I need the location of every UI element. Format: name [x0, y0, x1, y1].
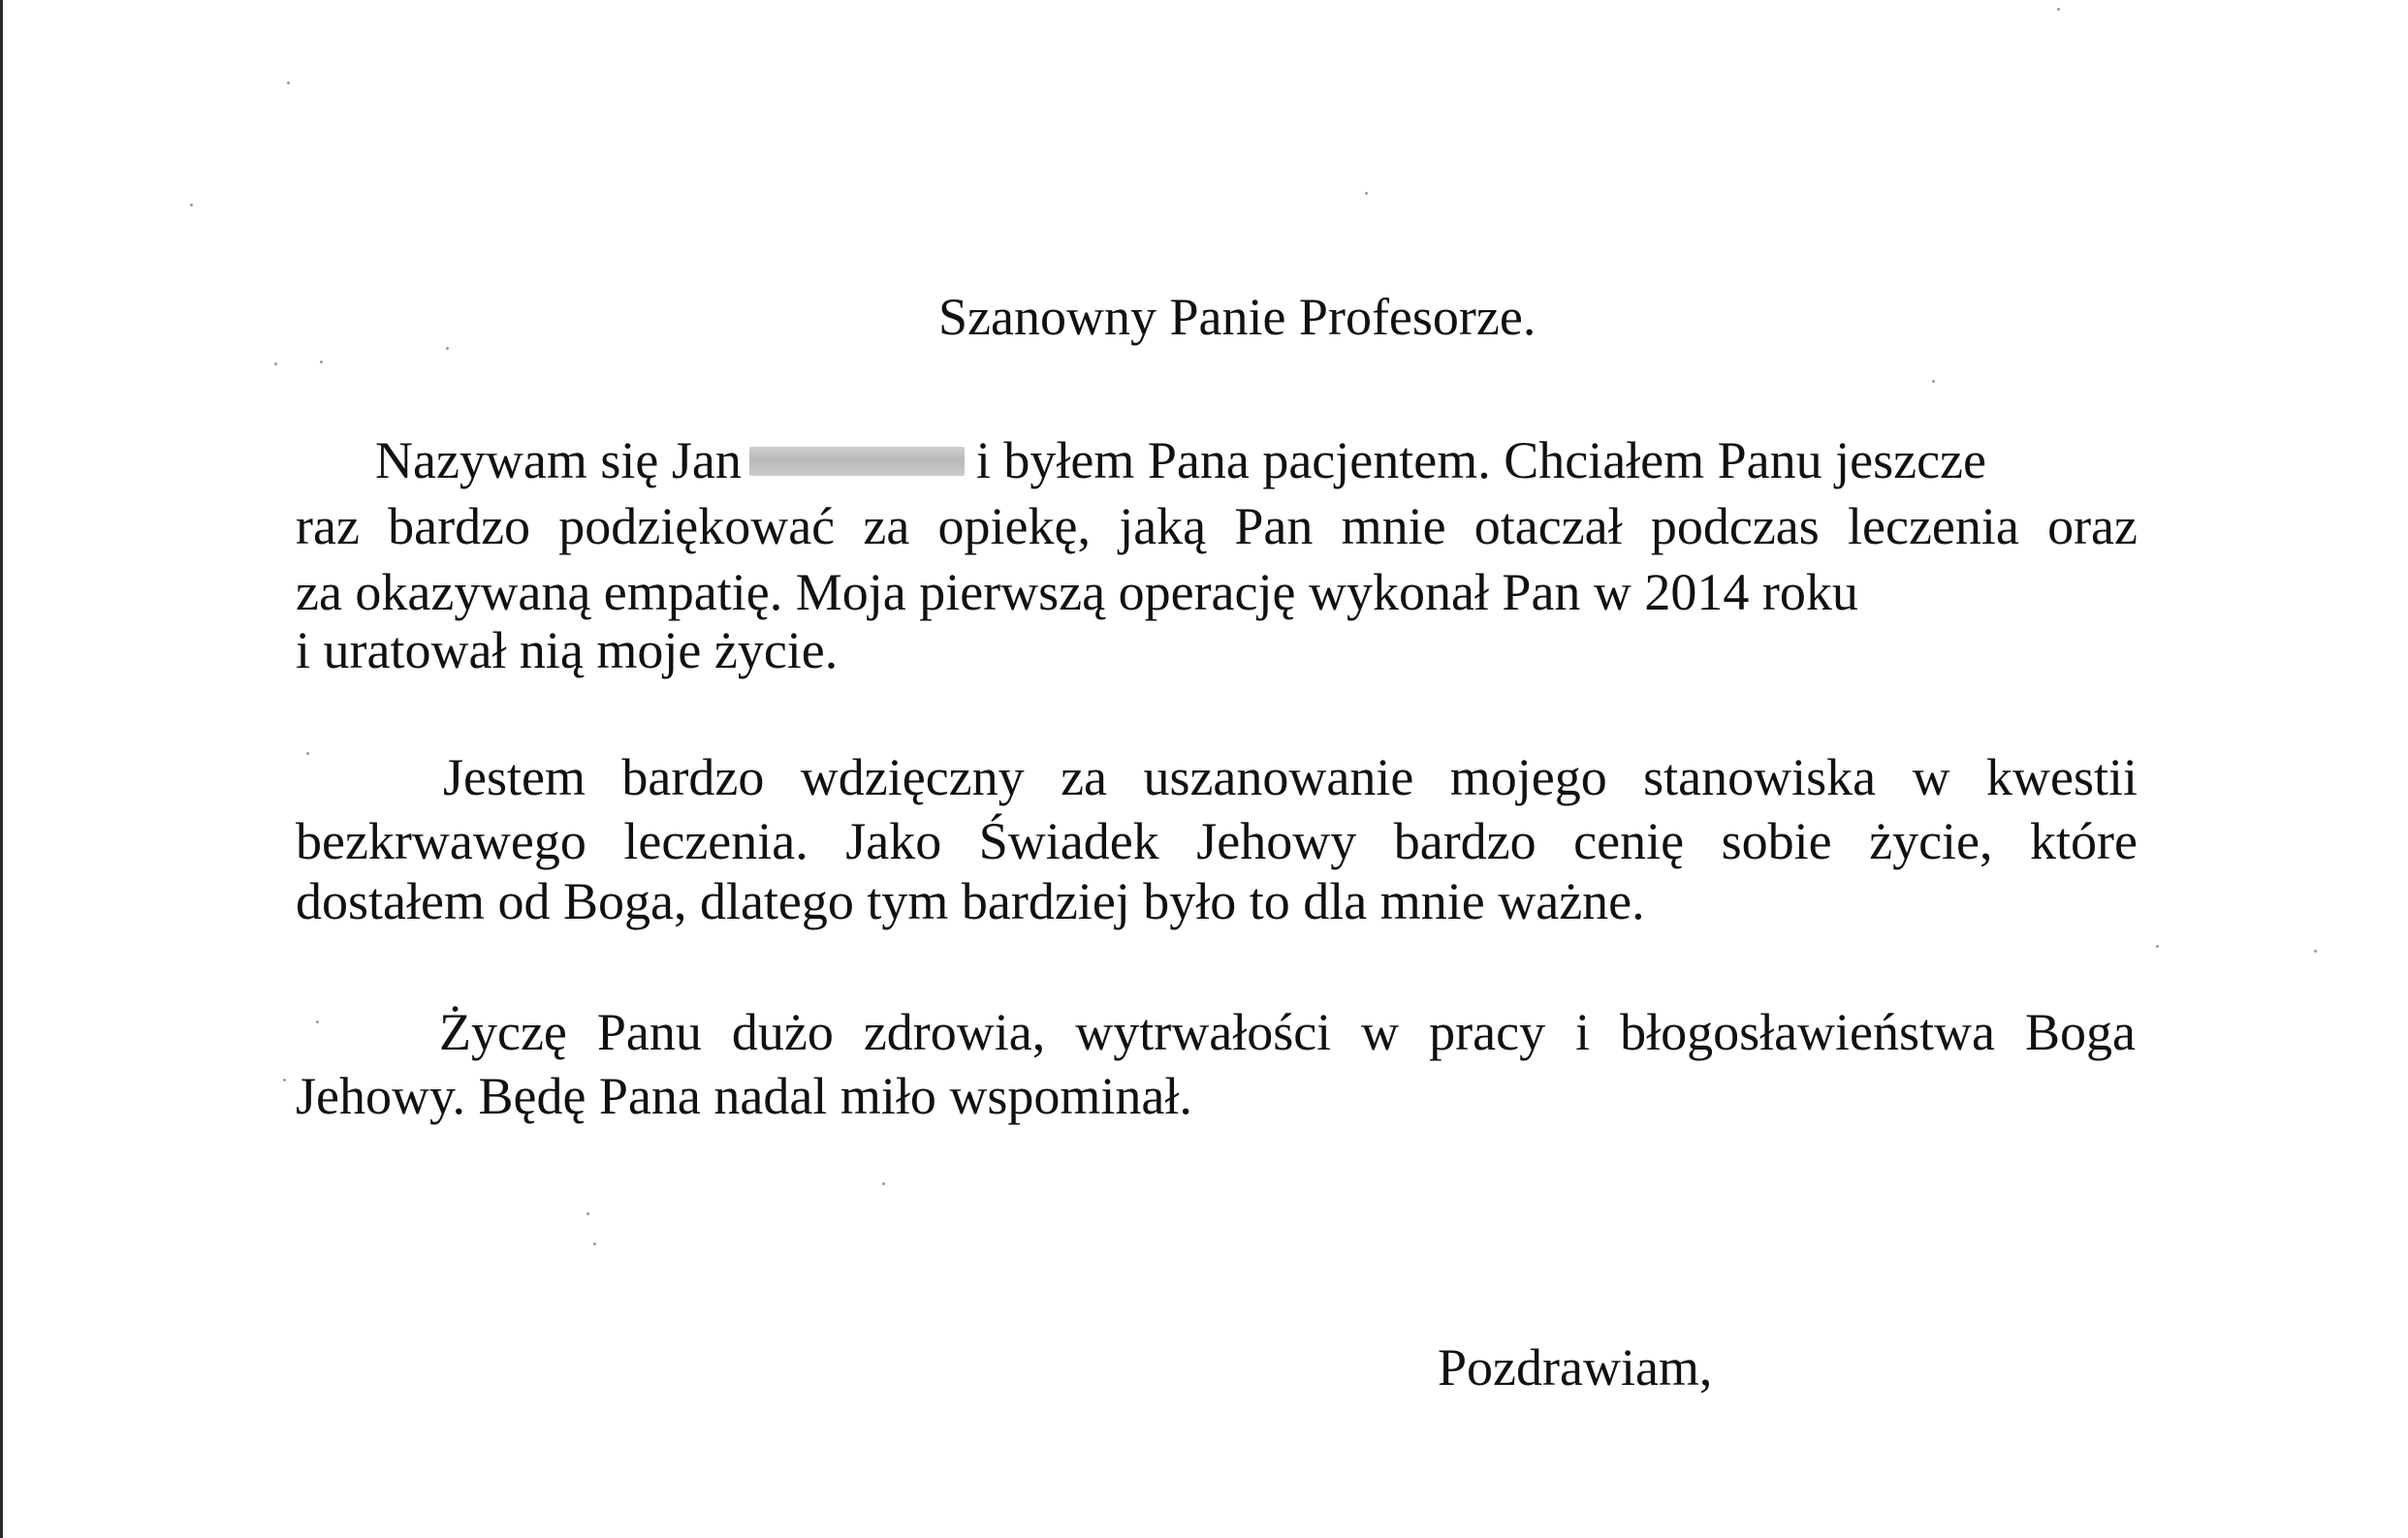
paragraph-1-line-3: za okazywaną empatię. Moja pierwszą operację wykonał Pan w 2014 roku — [296, 563, 1858, 621]
scan-speck — [274, 362, 277, 365]
scan-speck — [316, 1020, 319, 1023]
paragraph-2-line-1: Jestem bardzo wdzięczny za uszanowanie mojego stanowiska w kwestii — [443, 748, 2138, 806]
scan-speck — [2314, 950, 2317, 953]
paragraph-1-line-1 — [375, 431, 1986, 489]
scan-speck — [1365, 192, 1368, 195]
patient-statement-text: i byłem Pana pacjentem. Chciałem Panu jeszcze — [975, 431, 1986, 489]
scan-speck — [882, 1182, 885, 1185]
scan-speck — [306, 752, 309, 755]
scan-speck — [283, 1079, 286, 1082]
scan-speck — [2156, 945, 2159, 948]
paragraph-2-line-3: dostałem od Boga, dlatego tym bardziej było to dla mnie ważne. — [296, 872, 1645, 930]
paragraph-1-line-4: i uratował nią moje życie. — [296, 621, 839, 679]
scan-edge-line — [0, 0, 3, 1538]
paragraph-1-line-2: raz bardzo podziękować za opiekę, jaką Pan mnie otaczał podczas leczenia oraz — [296, 497, 2138, 555]
scan-speck — [593, 1242, 596, 1245]
paragraph-2-line-2: bezkrwawego leczenia. Jako Świadek Jehowy bardzo cenię sobie życie, które — [296, 812, 2138, 870]
scan-speck — [446, 347, 449, 350]
scan-speck — [2057, 8, 2060, 11]
paragraph-3-line-1: Życzę Panu dużo zdrowia, wytrwałości w pracy i błogosławieństwa Boga — [439, 1003, 2136, 1061]
redacted-surname — [749, 447, 965, 476]
scan-speck — [586, 1212, 589, 1215]
paragraph-3-line-2: Jehowy. Będę Pana nadal miło wspominał. — [296, 1067, 1192, 1125]
scan-speck — [287, 81, 290, 84]
scan-speck — [190, 204, 193, 206]
closing: Pozdrawiam, — [1438, 1338, 1713, 1397]
name-intro-text: Nazywam się Jan — [375, 431, 742, 489]
scan-speck — [320, 361, 323, 363]
salutation: Szanowny Panie Profesorze. — [938, 288, 1537, 346]
scan-speck — [1932, 380, 1935, 383]
